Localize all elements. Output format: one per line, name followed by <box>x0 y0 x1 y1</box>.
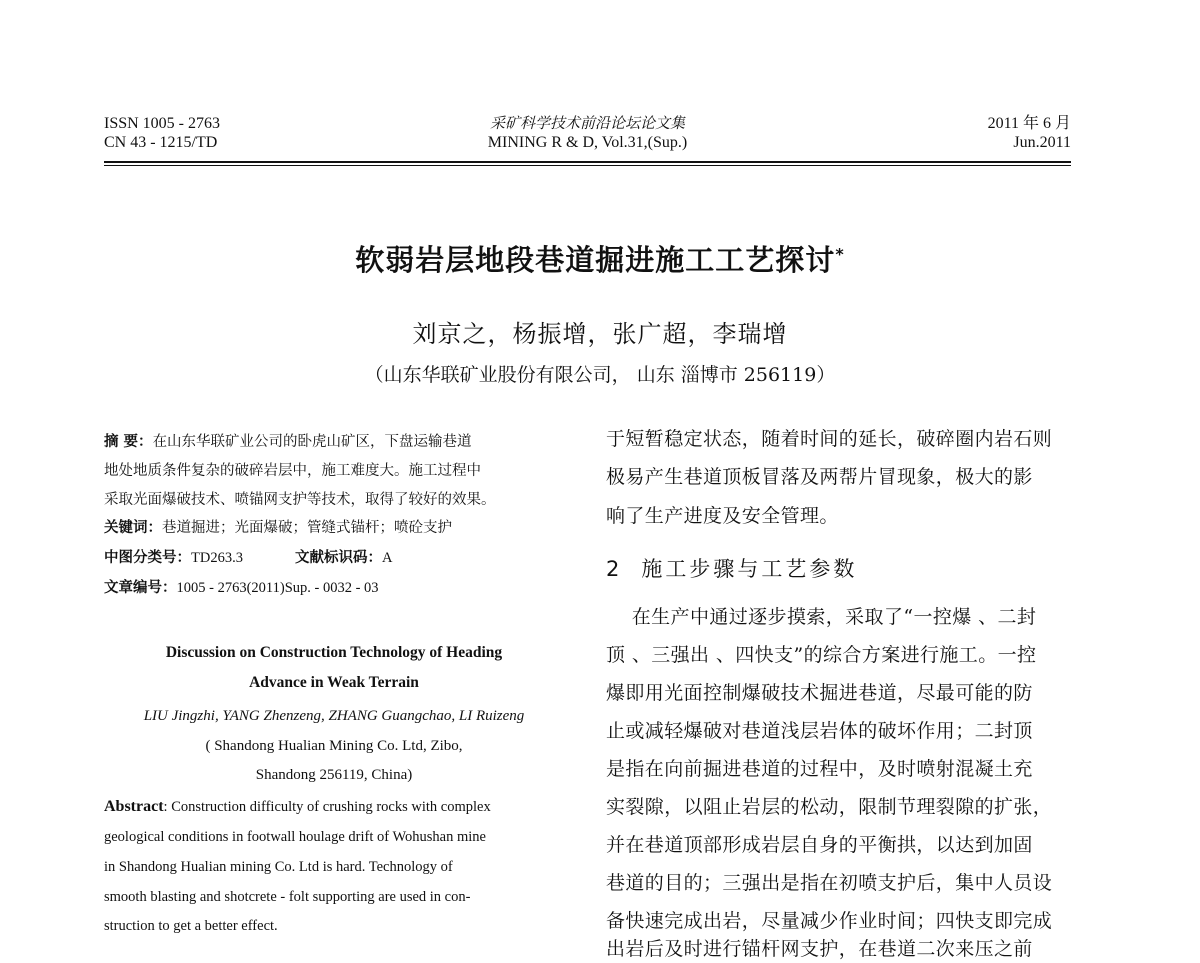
english-affil-line-1: ( Shandong Hualian Mining Co. Ltd, Zibo, <box>205 738 463 754</box>
classification <box>104 548 564 568</box>
article-number-label: 文章编号： <box>104 579 177 596</box>
article-number-value: 1005 - 2763(2011)Sup. - 0032 - 03 <box>176 580 379 596</box>
keywords <box>104 518 564 538</box>
issn: ISSN 1005 - 2763 <box>104 115 221 132</box>
section-title: 施工步骤与工艺参数 <box>641 557 858 581</box>
english-authors: LIU Jingzhi, YANG Zhenzeng, ZHANG Guangchao, LI Ruizeng <box>143 708 525 724</box>
body-para1-line-1: 于短暂稳定状态，随着时间的延长，破碎圈内岩石则 <box>606 428 1053 450</box>
english-abstract-text: : Construction difficulty of crushing rocks with complex <box>163 799 491 815</box>
doc-code-value: A <box>381 550 393 566</box>
date-cn: 2011 年 6 月 <box>987 115 1071 132</box>
english-title-line-1: Discussion on Construction Technology of Heading <box>165 644 503 661</box>
clc-value: TD263.3 <box>191 550 243 566</box>
body-para2-line-6: 实裂隙，以阻止岩层的松动，限制节理裂隙的扩张， <box>606 796 1053 818</box>
header-rule-thick <box>104 161 1071 163</box>
body-para2-line-10: 出岩后及时进行锚杆网支护，在巷道二次来压之前 <box>606 938 1033 960</box>
abstract-cn-line-2: 地处地质条件复杂的破碎岩层中，施工难度大。施工过程中 <box>104 463 481 479</box>
body-para1-line-2: 极易产生巷道顶板冒落及两帮片冒现象，极大的影 <box>606 466 1033 488</box>
body-para1-line-3: 响了生产进度及安全管理。 <box>606 505 839 527</box>
section-number: 2 <box>606 557 620 581</box>
english-abstract-line-5: struction to get a better effect. <box>104 918 278 934</box>
paper-title <box>0 238 1200 279</box>
abstract-label: 摘 要： <box>104 433 153 450</box>
journal-cn: 采矿科学技术前沿论坛论文集 <box>489 114 685 132</box>
english-abstract-line-4: smooth blasting and shotcrete - folt supporting are used in con- <box>104 889 471 905</box>
affiliation: （山东华联矿业股份有限公司， 山东 淄博市 256119） <box>364 364 836 386</box>
body-para2-line-8: 巷道的目的；三强出是指在初喷支护后，集中人员设 <box>606 872 1053 894</box>
english-title-line-2: Advance in Weak Terrain <box>249 674 419 691</box>
keywords-text: 巷道掘进；光面爆破；管缝式锚杆；喷砼支护 <box>162 520 452 536</box>
header-rule-thin <box>104 165 1071 166</box>
section-heading <box>606 553 857 583</box>
authors: 刘京之，杨振增，张广超，李瑞增 <box>412 320 788 348</box>
title-text: 软弱岩层地段巷道掘进施工工艺探讨 <box>355 243 836 277</box>
title-footnote-mark: * <box>835 244 845 264</box>
article-number <box>104 578 564 598</box>
body-para2-line-5: 是指在向前掘进巷道的过程中，及时喷射混凝土充 <box>606 758 1033 780</box>
journal-en: MINING R & D, Vol.31,(Sup.) <box>487 134 688 151</box>
english-abstract-label: Abstract <box>104 798 164 815</box>
clc-label: 中图分类号： <box>104 549 191 566</box>
cn-number: CN 43 - 1215/TD <box>104 134 218 151</box>
body-para2-line-1: 在生产中通过逐步摸索，采取了“一控爆 、二封 <box>606 606 1037 628</box>
english-abstract-line-3: in Shandong Hualian mining Co. Ltd is hard. Technology of <box>104 859 453 875</box>
date-en: Jun.2011 <box>1013 134 1071 151</box>
abstract-text: 在山东华联矿业公司的卧虎山矿区，下盘运输巷道 <box>152 434 472 450</box>
body-para2-line-7: 并在巷道顶部形成岩层自身的平衡拱，以达到加固 <box>606 834 1033 856</box>
english-abstract-line-2: geological conditions in footwall houlage drift of Wohushan mine <box>104 829 486 845</box>
body-para2-line-3: 爆即用光面控制爆破技术掘进巷道，尽最可能的防 <box>606 682 1033 704</box>
abstract-cn-line-3: 采取光面爆破技术、喷锚网支护等技术，取得了较好的效果。 <box>104 492 496 508</box>
body-para2-line-2: 顶 、三强出 、四快支”的综合方案进行施工。一控 <box>606 644 1037 666</box>
keywords-label: 关键词： <box>104 519 162 536</box>
english-abstract-line-1 <box>104 797 564 817</box>
doc-code-label: 文献标识码： <box>294 549 382 566</box>
body-para2-line-4: 止或减轻爆破对巷道浅层岩体的破坏作用；二封顶 <box>606 720 1033 742</box>
body-para2-line-9: 备快速完成出岩，尽量减少作业时间；四快支即完成 <box>606 910 1053 932</box>
english-affil-line-2: Shandong 256119, China) <box>255 767 413 783</box>
abstract-cn-line-1 <box>104 432 564 452</box>
